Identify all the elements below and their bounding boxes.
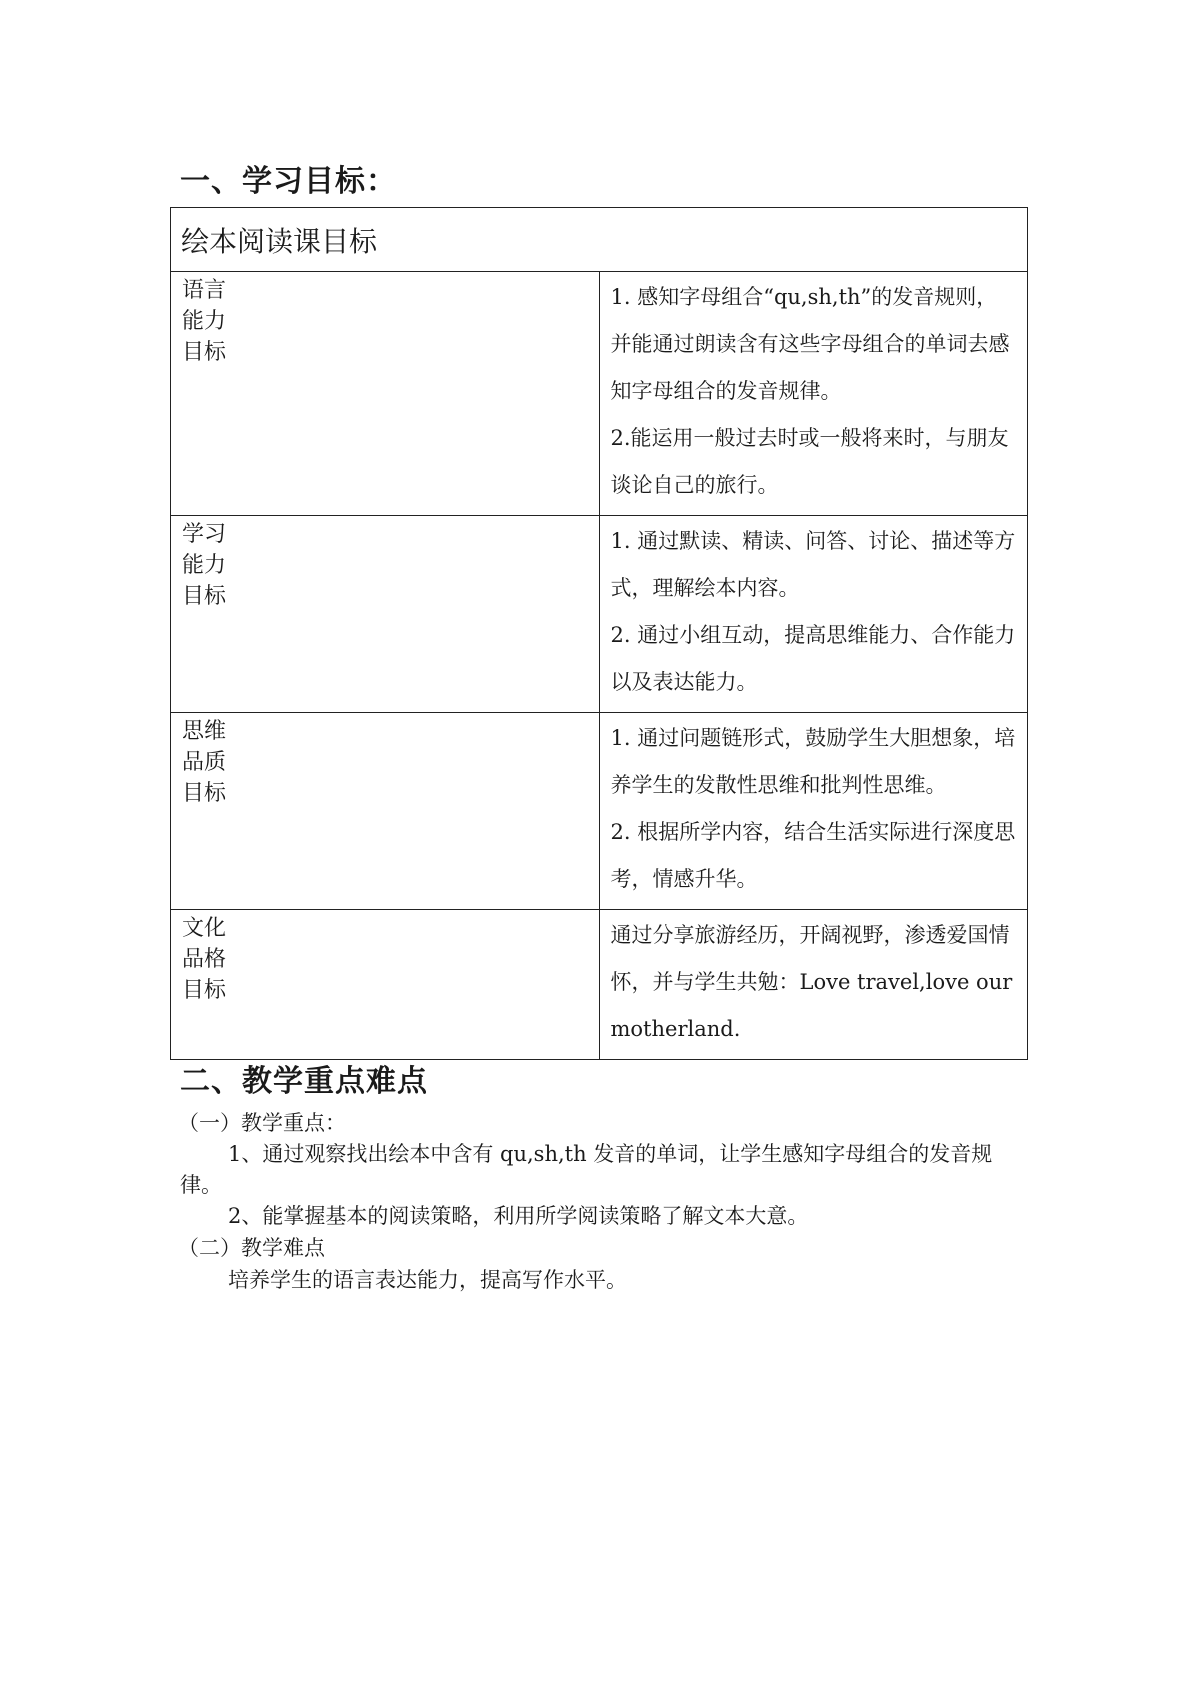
goals-table [170, 207, 1028, 1060]
table-row [171, 272, 1028, 516]
key-point-2: 2、能掌握基本的阅读策略，利用所学阅读策略了解文本大意。 [228, 1204, 809, 1228]
list-item: 2.能运用一般过去时或一般将来时，与朋友谈论自己的旅行。 [610, 426, 1009, 497]
section-heading-learning-goals: 一、学习目标： [180, 164, 397, 199]
list-item: 2. 根据所学内容，结合生活实际进行深度思考，情感升华。 [610, 820, 1016, 891]
list-item: 1. 通过默读、精读、问答、讨论、描述等方式，理解绘本内容。 [610, 529, 1016, 600]
list-item: 1. 通过问题链形式，鼓励学生大胆想象，培养学生的发散性思维和批判性思维。 [610, 726, 1016, 797]
row-body-culture [599, 910, 1028, 1060]
table-row [171, 713, 1028, 910]
row-body-thinking [599, 713, 1028, 910]
table-row [171, 910, 1028, 1060]
difficulty-heading: （二）教学难点 [178, 1236, 325, 1260]
key-point-1: 1、通过观察找出绘本中含有 qu,sh,th 发音的单词，让学生感知字母组合的发音规律。 [180, 1142, 993, 1197]
list-item: 1. 感知字母组合“qu,sh,th”的发音规则，并能通过朗读含有这些字母组合的单词去感知字母组合的发音规律。 [610, 285, 1010, 403]
key-points-heading: （一）教学重点： [178, 1111, 346, 1135]
table-row [171, 516, 1028, 713]
goals-table-title-row [171, 208, 1028, 272]
row-body-learning [599, 516, 1028, 713]
row-label-culture: 文化 品格 目标 [171, 910, 600, 1060]
row-label-thinking: 思维 品质 目标 [171, 713, 600, 910]
list-item: 2. 通过小组互动，提高思维能力、合作能力以及表达能力。 [610, 623, 1016, 694]
row-label-learning: 学习 能力 目标 [171, 516, 600, 713]
goals-table-title: 绘本阅读课目标 [171, 208, 1028, 272]
section-heading-teaching-focus: 二、教学重点难点 [180, 1064, 428, 1099]
row-label-language: 语言 能力 目标 [171, 272, 600, 516]
difficulty-1: 培养学生的语言表达能力，提高写作水平。 [228, 1268, 627, 1292]
row-body-language [599, 272, 1028, 516]
list-item: 通过分享旅游经历，开阔视野，渗透爱国情怀，并与学生共勉：Love travel,love our motherland. [610, 923, 1013, 1041]
